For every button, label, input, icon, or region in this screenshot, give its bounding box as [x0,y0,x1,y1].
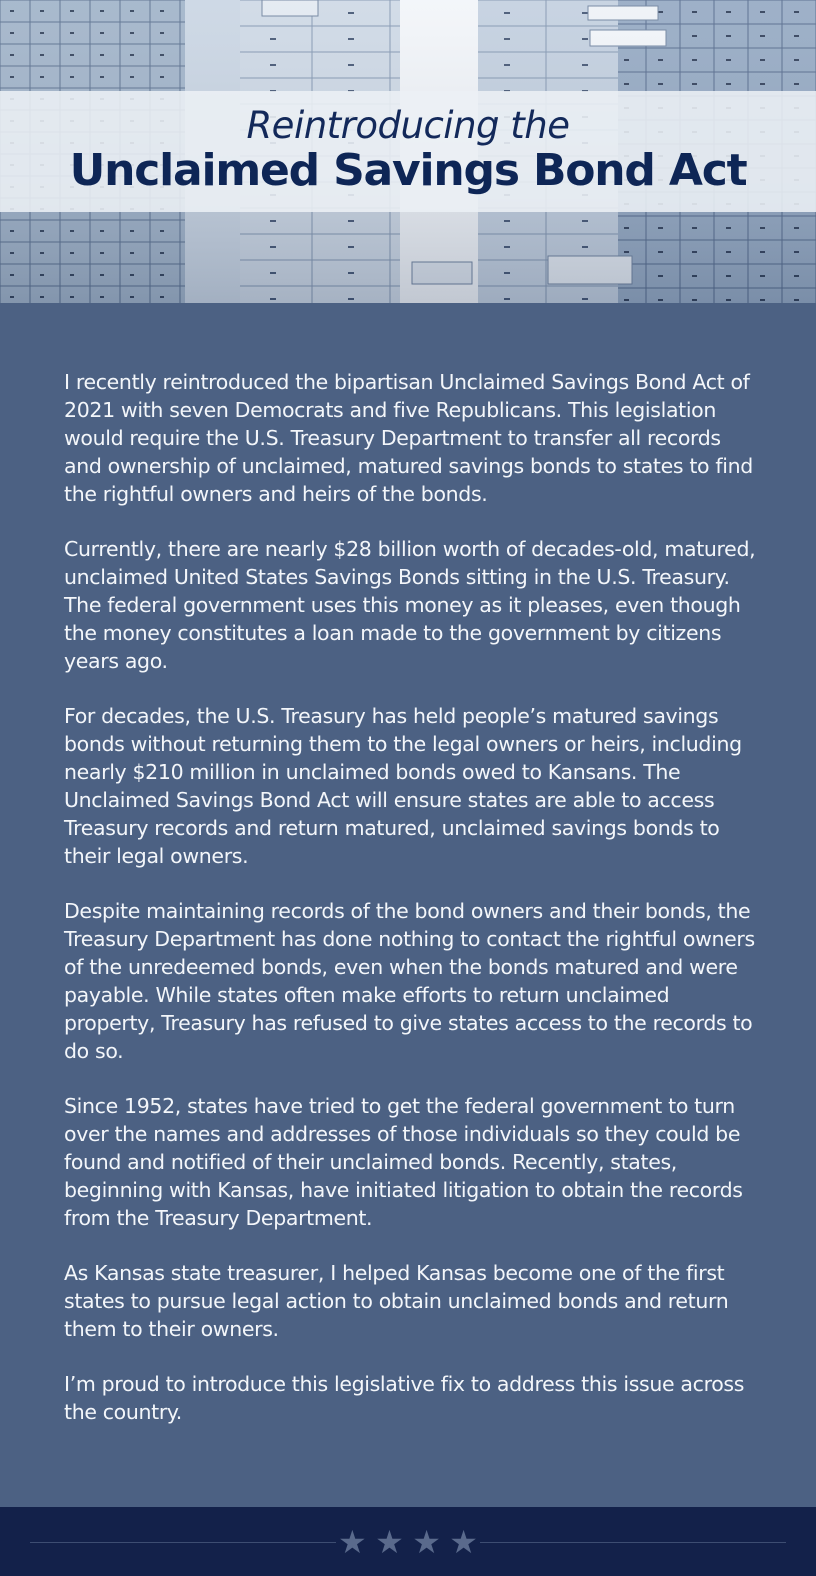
title-kicker: Reintroducing the [246,104,570,147]
paragraph: Currently, there are nearly $28 billion worth of decades-old, matured, unclaimed United States Savings Bonds sitting in the U.S. Treasury. The federal government uses this money as it pleases, even though the money constitutes a loan made to the government by citizens years ago. [64,537,756,673]
footer [0,1507,816,1576]
header-banner [0,0,816,303]
paragraph: As Kansas state treasurer, I helped Kansas become one of the first states to pursue legal action to obtain unclaimed bonds and return them to their owners. [64,1261,729,1341]
star-icon: ★ [412,1523,441,1561]
footer-stars [338,1522,478,1562]
paragraph: I recently reintroduced the bipartisan Unclaimed Savings Bond Act of 2021 with seven Democrats and five Republicans. This legislation would require the U.S. Treasury Department to transfer all records and ownership of unclaimed, matured savings bonds to states to find the rightful owners and heirs of the bonds. [64,370,753,506]
paragraph: Despite maintaining records of the bond owners and their bonds, the Treasury Department has done nothing to contact the rightful owners of the unredeemed bonds, even when the bonds matured and were payable. While states often make efforts to return unclaimed property, Treasury has refused to give states access to the records to do so. [64,899,755,1063]
star-icon: ★ [375,1523,404,1561]
page-title: Unclaimed Savings Bond Act [69,145,747,196]
star-icon: ★ [338,1523,367,1561]
footer-divider-right [480,1542,786,1543]
article-body [64,368,764,1453]
footer-divider-left [30,1542,336,1543]
paragraph: Since 1952, states have tried to get the federal government to turn over the names and addresses of those individuals so they could be found and notified of their unclaimed bonds. Recently, states, beginning with Kansas, have initiated litigation to obtain the records from the Treasury Department. [64,1094,743,1230]
paragraph: For decades, the U.S. Treasury has held people’s matured savings bonds without returning them to the legal owners or heirs, including nearly $210 million in unclaimed bonds owed to Kansans. The Unclaimed Savings Bond Act will ensure states are able to access Treasury records and return matured, unclaimed savings bonds to their legal owners. [64,704,742,868]
paragraph: I’m proud to introduce this legislative fix to address this issue across the country. [64,1372,745,1424]
star-icon: ★ [449,1523,478,1561]
